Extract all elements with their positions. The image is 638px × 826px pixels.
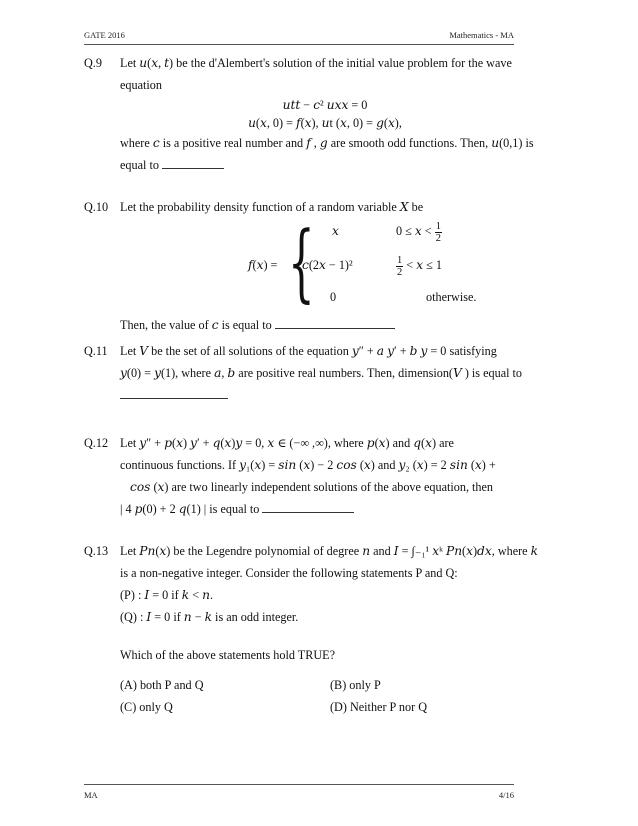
piecewise-function (120, 213, 530, 311)
answer-blank (262, 502, 354, 513)
question-text: Let 𝑢(𝑥, 𝑡) be the d'Alembert's solution of the initial value problem for the wave (120, 56, 512, 70)
header-subject: Mathematics - MA (449, 30, 514, 40)
option-c[interactable]: (C) only Q (120, 700, 173, 714)
case-condition: 0 ≤ 𝑥 < $\frac{1}{2}$ (396, 220, 441, 244)
option-d[interactable]: (D) Neither P nor Q (330, 700, 428, 714)
equation: 𝑢(𝑥, 0) = 𝑓(𝑥), 𝑢t (𝑥, 0) = 𝑔(𝑥), (248, 116, 402, 130)
header-exam: GATE 2016 (84, 30, 125, 40)
case-expression: 0 (330, 290, 337, 304)
question-text: Then, the value of 𝑐 is equal to (120, 318, 272, 332)
question-text: where 𝑐 is a positive real number and 𝑓 , 𝑔 are smooth odd functions. Then, 𝑢(0,1) is (120, 136, 534, 150)
footer-subject-code: MA (84, 790, 98, 800)
question-text: Which of the above statements hold TRUE? (120, 648, 336, 662)
question-number: Q.10 (84, 200, 109, 214)
answer-blank (275, 318, 395, 329)
case-condition: $\frac{1}{2}$ < 𝑥 ≤ 1 (397, 254, 442, 278)
question-text: 𝑐𝑜𝑠 (𝑥) are two linearly independent solutions of the above equation, then (130, 480, 494, 494)
statement-p: (P) : 𝐼 = 0 if 𝑘 < 𝑛. (120, 588, 214, 602)
fraction: $\frac{1}{2}$ (397, 254, 403, 278)
option-b[interactable]: (B) only P (330, 678, 381, 692)
answer-blank (162, 158, 224, 169)
equation: 𝑢𝑡𝑡 − 𝑐² 𝑢𝑥𝑥 = 0 (282, 98, 368, 112)
question-text: continuous functions. If 𝑦₁(𝑥) = 𝑠𝑖𝑛 (𝑥) − 2 𝑐𝑜𝑠 (𝑥) and 𝑦₂ (𝑥) = 2 𝑠𝑖𝑛 (𝑥) + (120, 458, 496, 472)
question-text: Let 𝑉 be the set of all solutions of the equation 𝑦″ + 𝑎 𝑦′ + 𝑏 𝑦 = 0 satisfying (120, 344, 497, 358)
fraction: $\frac{1}{2}$ (435, 220, 441, 244)
question-text: Let 𝑃𝑛(𝑥) be the Legendre polynomial of degree 𝑛 and 𝐼 = ∫₋₁¹ 𝑥ᵏ 𝑃𝑛(𝑥)𝑑𝑥, where 𝑘 (120, 544, 539, 558)
option-a[interactable]: (A) both P and Q (120, 678, 204, 692)
question-number: Q.11 (84, 344, 108, 358)
question-number: Q.9 (84, 56, 102, 70)
case-expression: 𝑐(2𝑥 − 1)² (302, 258, 353, 272)
left-brace: { (288, 213, 315, 311)
question-number: Q.13 (84, 544, 109, 558)
case-expression: 𝑥 (332, 224, 339, 238)
question-text: Let the probability density function of a random variable 𝑋 be (120, 200, 424, 214)
question-number: Q.12 (84, 436, 109, 450)
case-condition: otherwise. (426, 290, 477, 304)
header-divider (84, 44, 514, 45)
footer-divider (84, 784, 514, 785)
page-number: 4/16 (498, 790, 514, 800)
question-text: 𝑦(0) = 𝑦(1), where 𝑎, 𝑏 are positive real numbers. Then, dimension(𝑉 ) is equal to (120, 366, 523, 380)
question-text: | 4 𝑝(0) + 2 𝑞(1) | is equal to (120, 502, 260, 516)
answer-blank (120, 388, 228, 399)
question-text: equation (120, 78, 162, 92)
question-text: Let 𝑦″ + 𝑝(𝑥) 𝑦′ + 𝑞(𝑥)𝑦 = 0, 𝑥 ∈ (−∞ ,∞), where 𝑝(𝑥) and 𝑞(𝑥) are (120, 436, 454, 450)
statement-q: (Q) : 𝐼 = 0 if 𝑛 − 𝑘 is an odd integer. (120, 610, 299, 624)
question-text: equal to (120, 158, 159, 172)
question-text: is a non-negative integer. Consider the following statements P and Q: (120, 566, 458, 580)
answer-options (120, 674, 530, 720)
function-label: 𝑓(𝑥) = (248, 258, 278, 272)
